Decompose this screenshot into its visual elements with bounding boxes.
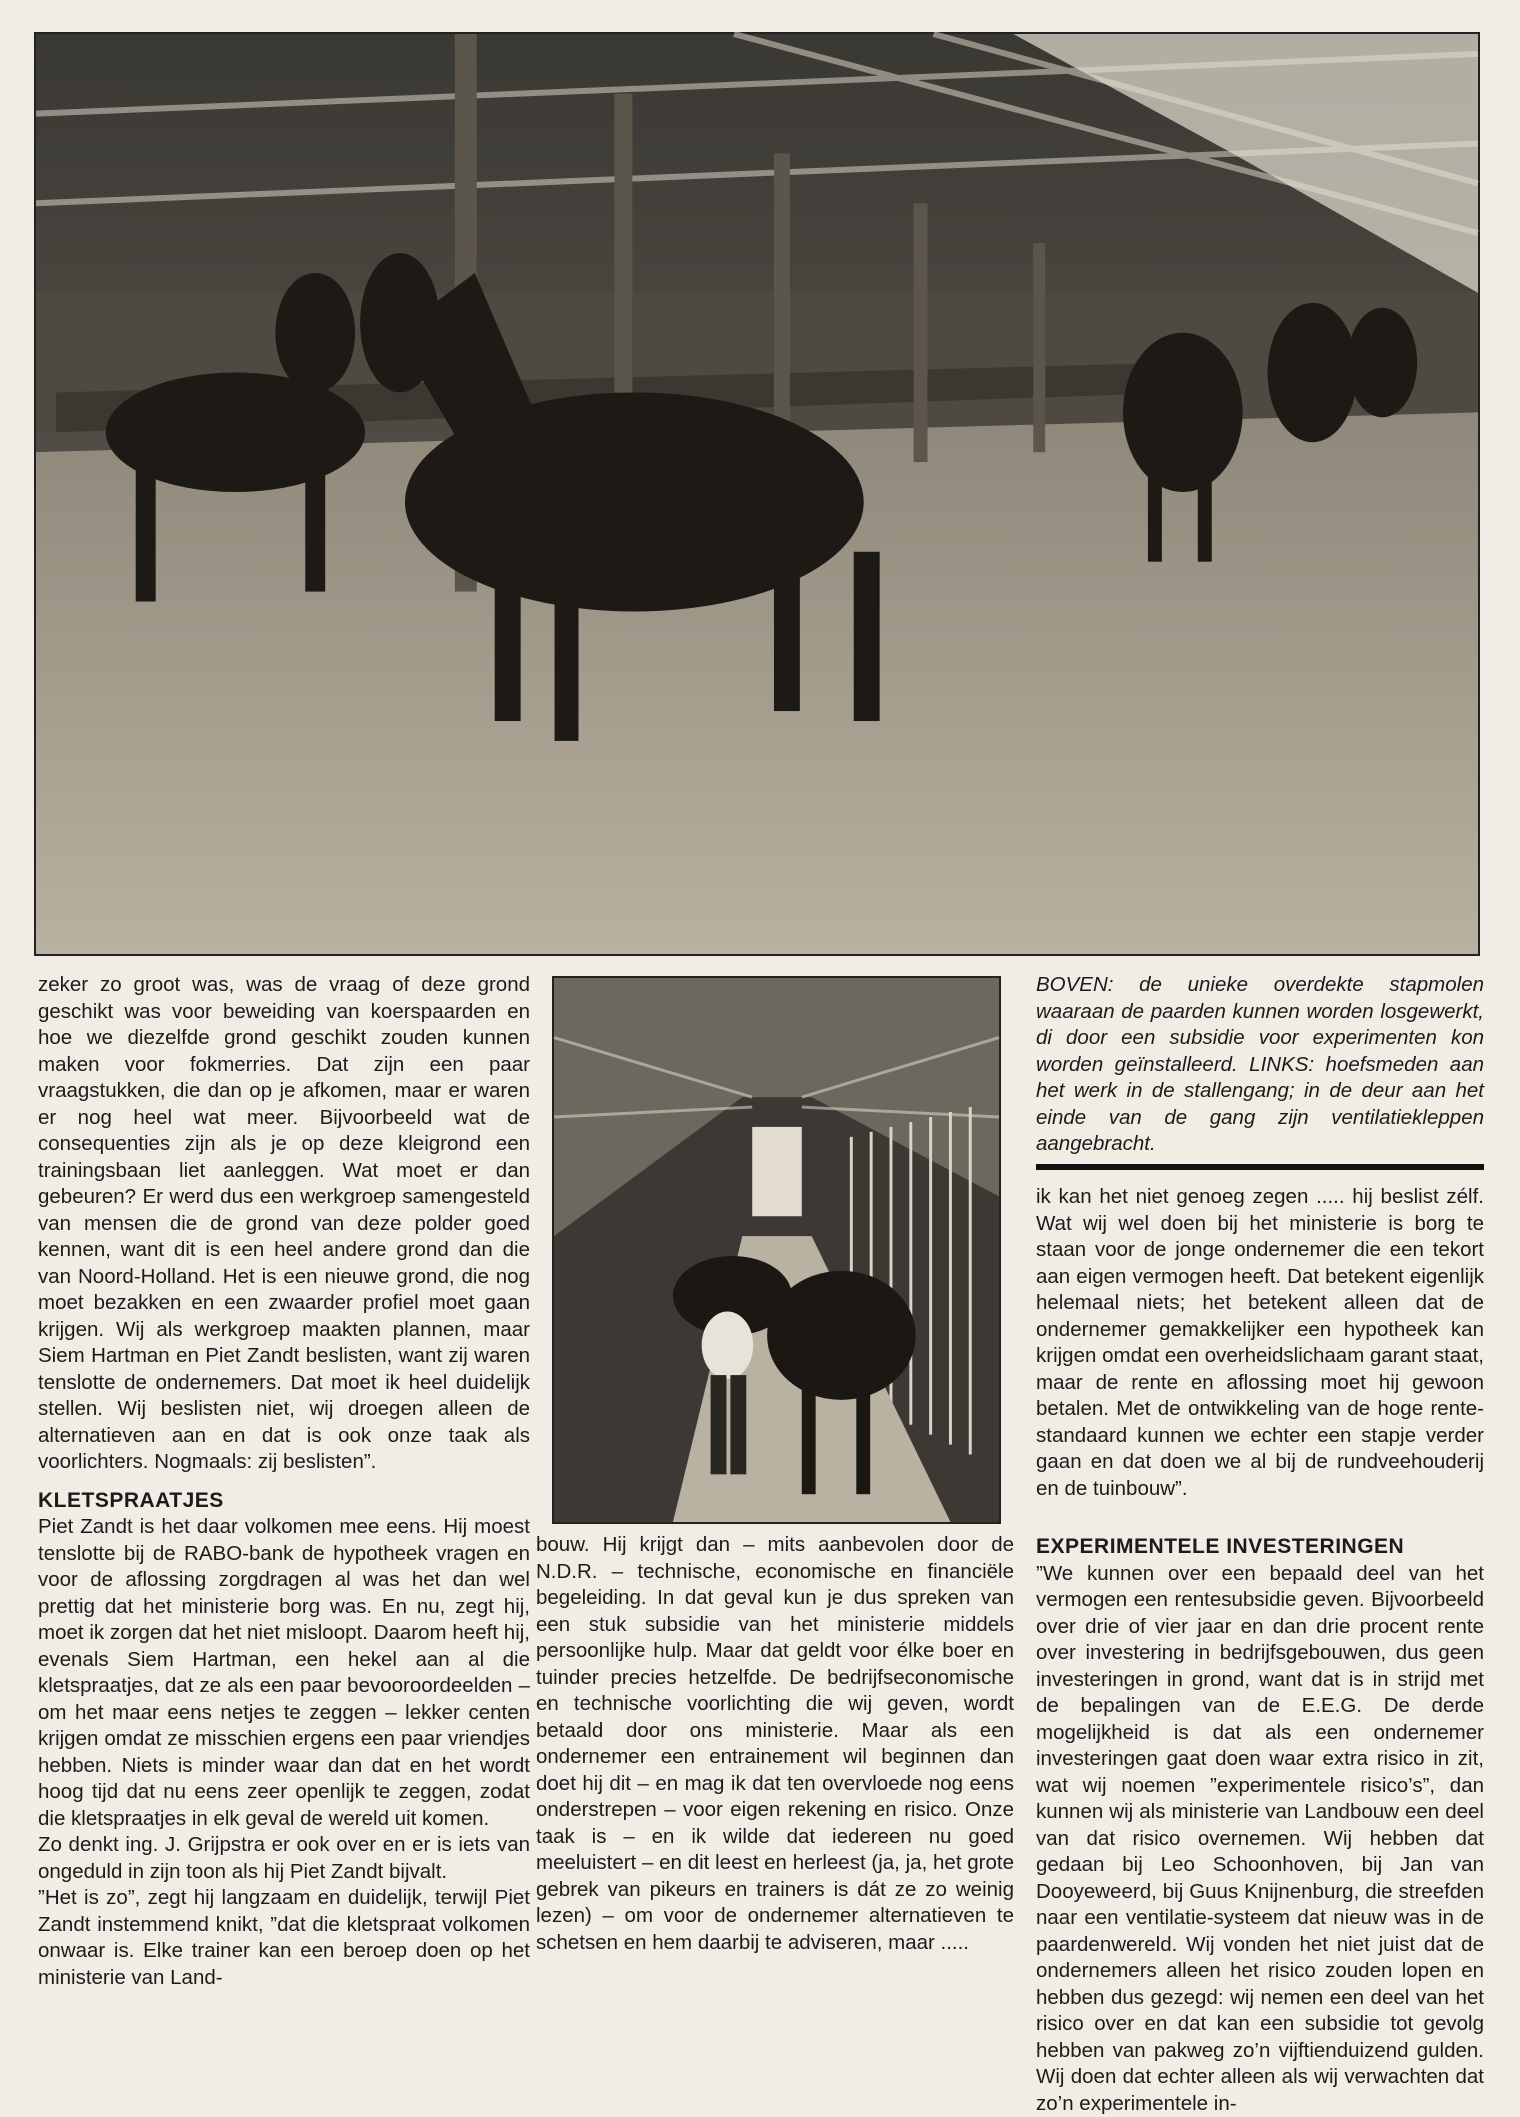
walking-ring-illustration <box>36 34 1478 954</box>
paragraph: bouw. Hij krijgt dan – mits aanbevolen door de N.D.R. – technische, economische en financiële begeleiding. In dat geval kun je dus spreken van een stuk subsidie van het ministerie middels persoonlijke hulp. Maar dat geldt voor élke boer en tuinder precies hetzelfde. De bedrijfseconomische en technische voorlichting die wij geven, wordt betaald door ons ministerie. Maar als een ondernemer een entrainement wil beginnen dan doet hij dit – en mag ik dat ten overvloede nog eens onderstrepen – voor eigen rekening en risico. Onze taak is – en ik wilde dat iedereen nu goed meeluistert – en dit leest en herleest (ja, ja, het grote gebrek van pikeurs en trainers is dát ze zo weinig lezen) – om voor de ondernemer alternatieven te schetsen en hem daarbij te adviseren, maar ..... <box>536 1533 1014 1954</box>
photo-caption <box>1036 972 1484 1158</box>
caption-divider <box>1036 1164 1484 1170</box>
paragraph: ”Het is zo”, zegt hij langzaam en duidelijk, terwijl Piet Zandt instemmend knikt, ”dat die kletspraat volkomen onwaar is. Elke trainer kan een beroep doen op het ministerie van Land- <box>38 1886 530 1989</box>
photo-stable-aisle <box>552 976 1001 1524</box>
paragraph: zeker zo groot was, was de vraag of deze grond geschikt was voor beweiding van koerspaarden en hoe we diezelfde grond geschikt zouden kunnen maken voor fokmerries. Dat zijn een paar vraagstukken, die dan op je afkomen, maar er waren er nog heel wat meer. Bijvoorbeeld wat de consequenties zijn als je op deze kleigrond een trainingsbaan liet aanleggen. Wat moet er dan gebeuren? Er werd dus een werkgroep samengesteld van mensen die de grond van deze polder goed kennen, want dit is een heel andere grond dan die van Noord-Holland. Het is een nieuwe grond, die nog moet bezakken en een zwaarder profiel moet gaan krijgen. Wij als werkgroep maakten plannen, maar Siem Hartman en Piet Zandt beslisten, want zij waren tenslotte de ondernemers. Dat moet ik heel duidelijk stellen. Wij beslisten niet, wij droegen alleen de alternatieven aan en dat is ook onze taak als voorlichters. Nogmaals: zij beslisten”. <box>38 973 530 1473</box>
paragraph: ik kan het niet genoeg zegen ..... hij beslist zélf. Wat wij wel doen bij het ministerie is borg te staan voor de jonge ondernemer die een tekort aan eigen vermogen heeft. Dat betekent eigenlijk helemaal niets; het betekent alleen dat de ondernemer gemakkelijker een hypotheek kan krijgen omdat een overheidslichaam garant staat, maar de rente en aflossing moet hij gewoon betalen. Met de ontwikkeling van de hoge rente-standaard kunnen we echter een stapje verder gaan en dat doen we al bij de rundveehouderij en de tuinbouw”. <box>1036 1185 1484 1500</box>
stable-aisle-illustration <box>554 978 999 1522</box>
section-heading-kletspraatjes: KLETSPRAATJES <box>38 1488 224 1512</box>
paragraph: Piet Zandt is het daar volkomen mee eens. Hij moest tenslotte bij de RABO-bank de hypotheek vragen en voor de aflossing zorgdragen al was het dan wel prettig dat het ministerie borg was. En nu, zegt hij, moet ik zorgen dat het niet misloopt. Daarom heeft hij, evenals Siem Hartman, een hekel aan al die kletspraatjes, dat ze als een paar bevooroordeelden – om het maar eens netjes te zeggen – lekker centen krijgen omdat ze misschien ergens een paar vriendjes hebben. Niets is minder waar dan dat en het wordt hoog tijd dat nu eens zeer openlijk te zeggen, zodat die kletspraatjes in elk geval de wereld uit komen. <box>38 1515 530 1830</box>
article-column-3 <box>1036 1184 1484 1502</box>
article-column-2 <box>536 1532 1014 1956</box>
caption-text: BOVEN: de unieke overdekte stapmolen waaraan de paarden kunnen worden losgewerkt, di door een subsidie voor experimenten kon worden geïnstalleerd. LINKS: hoefsmeden aan het werk in de stallengang; in de deur aan het einde van de gang zijn ventilatiekleppen aangebracht. <box>1036 973 1484 1155</box>
article-column-1 <box>38 972 530 1991</box>
article-column-3-continued <box>1036 1522 1484 2117</box>
section-heading-experimentele-investeringen: EXPERIMENTELE INVESTERINGEN <box>1036 1535 1405 1558</box>
paragraph: ”We kunnen over een bepaald deel van het vermogen een rentesubsidie geven. Bijvoorbeeld over drie of vier jaar en dan drie procent rente over investering in bedrijfsgebouwen, dus geen investeringen in grond, want dat is in strijd met de bepalingen van de E.E.G. De derde mogelijkheid is dat als een ondernemer investeringen gaat doen waar extra risico in zit, wat wij noemen ”experimentele risico’s”, dan kunnen wij als ministerie van Landbouw een deel van dat risico overnemen. Wij hebben dat gedaan bij Leo Schoonhoven, bij Jan van Dooyeweerd, bij Guus Knijnenburg, die streefden naar een ventilatie-systeem dat nieuw was in de paardenwereld. Wij vonden het niet juist dat de ondernemers alleen het risico zouden lopen en hebben dus gezegd: wij nemen een deel van het risico over en dat kan een subsidie tot gevolg hebben van pakweg zo’n vijftienduizend gulden. Wij doen dat echter alleen als wij verwachten dat zo’n experimentele in- <box>1036 1561 1484 2115</box>
photo-walking-ring <box>34 32 1480 956</box>
paragraph: Zo denkt ing. J. Grijpstra er ook over en er is iets van ongeduld in zijn toon als hij Piet Zandt bijvalt. <box>38 1833 530 1883</box>
